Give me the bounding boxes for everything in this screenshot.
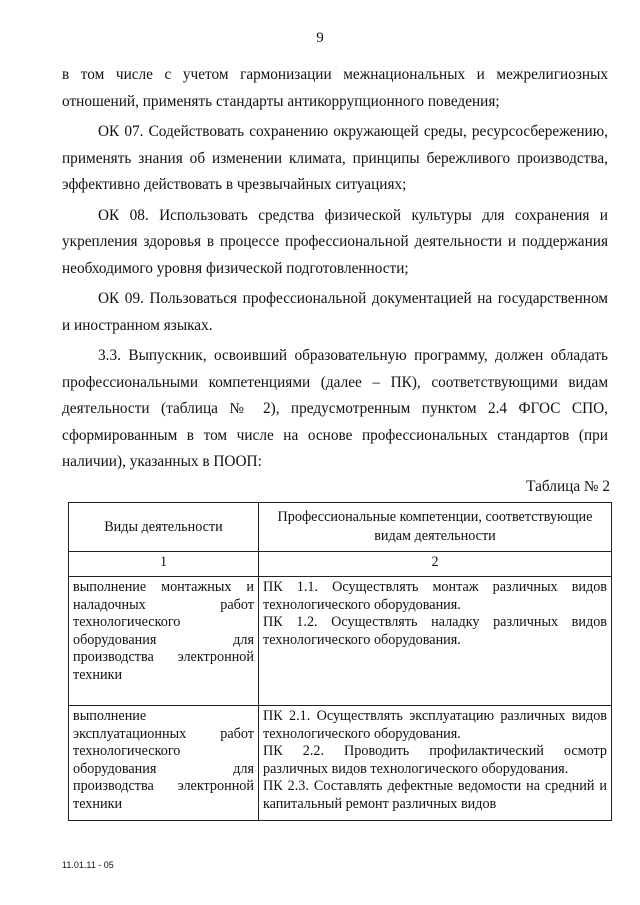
competence-pk-1-1: ПК 1.1. Осуществлять монтаж различных видов технологического оборудования.	[263, 579, 607, 613]
activity-cell: выполнение монтажных и наладочных работ технологического оборудования для производства электронной техники	[69, 577, 259, 706]
paragraph-3-3: 3.3. Выпускник, освоивший образовательную программу, должен обладать профессиональными компетенциями (далее – ПК), соответствующими видам деятельности (таблица № 2), предусмотренным пунктом 2.4 ФГОС СПО, сформированным в том числе на основе профессиональных стандартов (при наличии), указанных в ПООП:	[62, 347, 608, 470]
header-competences: Профессиональные компетенции, соответствующие видам деятельности	[259, 503, 612, 552]
competence-pk-2-3: ПК 2.3. Составлять дефектные ведомости на средний и капитальный ремонт различных видов	[263, 778, 607, 812]
competence-pk-2-1: ПК 2.1. Осуществлять эксплуатацию различных видов технологического оборудования.	[263, 708, 607, 742]
page-number: 9	[316, 30, 324, 46]
competence-pk-2-2: ПК 2.2. Проводить профилактический осмотр различных видов технологического оборудования.	[263, 743, 607, 777]
body-text	[62, 62, 608, 480]
activity-cell: выполнение эксплуатационных работ технологического оборудования для производства электронной техники	[69, 706, 259, 821]
competences-table	[68, 502, 612, 821]
footer-code: 11.01.11 - 05	[62, 860, 114, 870]
table-caption: Таблица № 2	[526, 478, 610, 495]
table-row	[69, 577, 612, 706]
column-number-1: 1	[69, 552, 259, 577]
header-activities: Виды деятельности	[69, 503, 259, 552]
column-number-2: 2	[259, 552, 612, 577]
table-header-row	[69, 503, 612, 552]
table-number-row	[69, 552, 612, 577]
paragraph-1: в том числе с учетом гармонизации межнациональных и межрелигиозных отношений, применять стандарты антикоррупционного поведения;	[62, 66, 608, 110]
competences-cell	[259, 706, 612, 821]
table-row	[69, 706, 612, 821]
paragraph-ok09: ОК 09. Пользоваться профессиональной документацией на государственном и иностранном языках.	[62, 290, 608, 334]
competences-cell	[259, 577, 612, 706]
competence-pk-1-2: ПК 1.2. Осуществлять наладку различных видов технологического оборудования.	[263, 614, 607, 648]
paragraph-ok08: ОК 08. Использовать средства физической культуры для сохранения и укрепления здоровья в процессе профессиональной деятельности и поддержания необходимого уровня физической подготовленности;	[62, 206, 608, 277]
paragraph-ok07: ОК 07. Содействовать сохранению окружающей среды, ресурсосбережению, применять знания об изменении климата, принципы бережливого производства, эффективно действовать в чрезвычайных ситуациях;	[62, 123, 608, 193]
